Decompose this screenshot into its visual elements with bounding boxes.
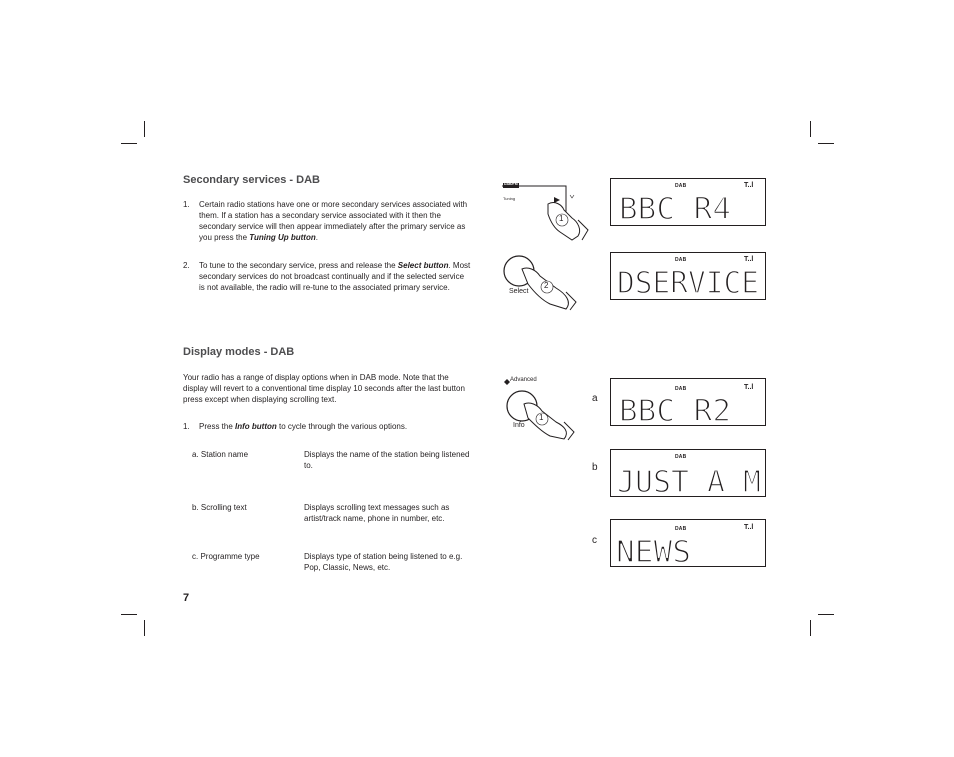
- text: . Most secondary services do not broadcast continually and if the selected service is not available, the radio will re-tune to the associated primary service.: [199, 261, 471, 292]
- info-label: Info: [513, 422, 525, 429]
- option-label: b. Scrolling text: [192, 503, 247, 512]
- text: Press the: [199, 422, 236, 431]
- display-letter: c: [592, 535, 597, 546]
- tuning-badge: DAB/FM: [504, 182, 518, 186]
- tuning-panel-graphic: [500, 180, 590, 245]
- list-number: 2.: [183, 261, 190, 270]
- crop-mark: [121, 614, 137, 615]
- dab-indicator: DAB: [675, 526, 687, 532]
- svg-text:BBC R4: BBC R4: [619, 192, 731, 225]
- select-label: Select: [509, 288, 529, 295]
- text: Certain radio stations have one or more secondary services associated with them. If a station has a secondary service associated with it then the secondary service will then appear immediately after the primary service as you press the: [199, 200, 468, 242]
- option-description: Displays the name of the station being listened to.: [304, 450, 470, 470]
- display-letter: b: [592, 462, 598, 473]
- paragraph: [199, 199, 471, 243]
- option-description: Displays scrolling text messages such as artist/track name, phone in number, etc.: [304, 503, 450, 523]
- svg-text:JUST A M: JUST A M: [617, 465, 761, 496]
- crop-mark: [810, 121, 811, 137]
- step-number: 2: [544, 281, 549, 290]
- list-number: 1.: [183, 200, 190, 209]
- info-knob-illustration: [502, 376, 577, 442]
- step-number: 1: [559, 214, 564, 223]
- option-description: Displays type of station being listened to e.g. Pop, Classic, News, etc.: [304, 552, 463, 572]
- button-reference: Tuning Up button: [249, 233, 316, 242]
- signal-icon: T..l: [744, 256, 754, 263]
- crop-mark: [121, 143, 137, 144]
- info-knob-graphic: [502, 376, 577, 442]
- signal-icon: T..l: [744, 524, 754, 531]
- lcd-segment-text: [611, 450, 765, 496]
- svg-text:NEWS: NEWS: [616, 535, 691, 566]
- advanced-label: Advanced: [510, 377, 537, 383]
- lcd-display-b: [610, 449, 766, 497]
- text: To tune to the secondary service, press and release the: [199, 261, 398, 270]
- section-heading-secondary: Secondary services - DAB: [183, 174, 320, 186]
- text: to cycle through the various options.: [276, 422, 408, 431]
- select-knob-illustration: [500, 252, 580, 312]
- select-knob-graphic: [500, 252, 580, 312]
- button-reference: Info button: [235, 422, 277, 431]
- paragraph: [199, 260, 471, 293]
- crop-mark: [818, 143, 834, 144]
- svg-text:BBC R2: BBC R2: [619, 394, 731, 425]
- lcd-display-c: [610, 519, 766, 567]
- svg-text:DSERVICE: DSERVICE: [617, 266, 759, 299]
- section-heading-display-modes: Display modes - DAB: [183, 346, 295, 358]
- tuning-label: Tuning: [503, 196, 516, 201]
- lcd-display-2: [610, 252, 766, 300]
- tuning-panel-illustration: [500, 180, 590, 245]
- dab-indicator: DAB: [675, 257, 687, 263]
- crop-mark: [144, 121, 145, 137]
- button-reference: Select button: [397, 261, 449, 270]
- display-letter: a: [592, 393, 598, 404]
- intro-paragraph: Your radio has a range of display options when in DAB mode. Note that the display will revert to a conventional time display 10 seconds after the last button press except when displaying scrolling text.: [183, 373, 465, 404]
- lcd-segment-text: [611, 520, 765, 566]
- lcd-segment-text: [611, 253, 765, 299]
- lcd-display-a: [610, 378, 766, 426]
- signal-icon: T..l: [744, 384, 754, 391]
- lcd-segment-text: [611, 179, 765, 225]
- signal-icon: T..l: [744, 182, 754, 189]
- list-number: 1.: [183, 422, 190, 431]
- crop-mark: [144, 620, 145, 636]
- crop-mark: [818, 614, 834, 615]
- paragraph: [199, 421, 471, 432]
- step-number: 1: [539, 413, 544, 422]
- option-label: c. Programme type: [192, 552, 260, 561]
- crop-mark: [810, 620, 811, 636]
- page-number: 7: [183, 592, 190, 604]
- dab-indicator: DAB: [675, 454, 687, 460]
- lcd-segment-text: [611, 379, 765, 425]
- text: .: [315, 233, 318, 242]
- dab-indicator: DAB: [675, 386, 687, 392]
- option-label: a. Station name: [192, 450, 249, 459]
- lcd-display-1: [610, 178, 766, 226]
- dab-indicator: DAB: [675, 183, 687, 189]
